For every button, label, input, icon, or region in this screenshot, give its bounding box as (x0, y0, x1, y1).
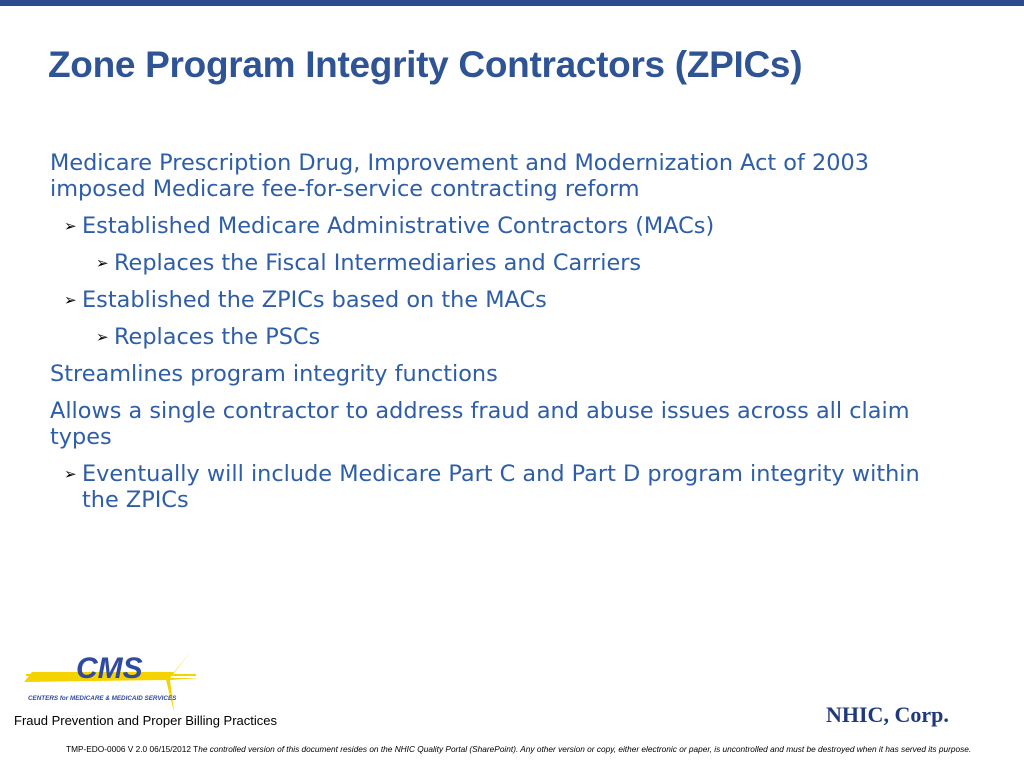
arrow-bullet-icon: ➢ (96, 254, 109, 272)
sub-sub-bullet-pscs (96, 324, 950, 350)
version-label: TMP-EDO-0006 V 2.0 06/15/2012 (66, 744, 191, 754)
arrow-bullet-icon: ➢ (64, 465, 77, 483)
bullet-single-contractor: Allows a single contractor to address fraud and abuse issues across all claim types (50, 398, 910, 450)
bullet-medicare-act: Medicare Prescription Drug, Improvement and Modernization Act of 2003 imposed Medicare fee-for-service contracting reform (50, 150, 869, 202)
sub-bullet-macs (64, 213, 950, 239)
arrow-bullet-icon: ➢ (96, 328, 109, 346)
footer-tagline: Fraud Prevention and Proper Billing Practices (14, 713, 278, 728)
nhic-logo-text: NHIC, Corp. (826, 702, 949, 727)
sub-bullet-text: Established the ZPICs based on the MACs (82, 287, 547, 313)
bullet-streamlines: Streamlines program integrity functions (50, 361, 498, 387)
slide-title: Zone Program Integrity Contractors (ZPICs) (48, 44, 803, 85)
disclaimer-text: he controlled version of this document resides on the NHIC Quality Portal (SharePoint). Any other version or copy, either electronic or paper, is uncontrolled and must be destroyed when it has served its purpose. (198, 744, 972, 754)
disclaimer-first-letter: T (193, 744, 199, 754)
slide-content (50, 150, 950, 524)
sub-bullet-text: Replaces the Fiscal Intermediaries and Carriers (114, 250, 642, 276)
sub-bullet-text: Eventually will include Medicare Part C and Part D program integrity within the ZPICs (82, 461, 920, 513)
sub-bullet-part-c-d (64, 461, 950, 513)
sub-sub-bullet-fiscal (96, 250, 950, 276)
cms-logo-subtext: CENTERS for MEDICARE & MEDICAID SERVICES (28, 695, 177, 702)
cms-logo (24, 650, 200, 714)
footer-disclaimer (22, 742, 1002, 756)
top-accent-bar (0, 0, 1024, 6)
arrow-bullet-icon: ➢ (64, 291, 77, 309)
cms-logo-wordmark: CMS (76, 652, 143, 685)
sub-bullet-text: Replaces the PSCs (114, 324, 321, 350)
sub-bullet-text: Established Medicare Administrative Contractors (MACs) (82, 213, 715, 239)
sub-bullet-zpics (64, 287, 950, 313)
arrow-bullet-icon: ➢ (64, 217, 77, 235)
